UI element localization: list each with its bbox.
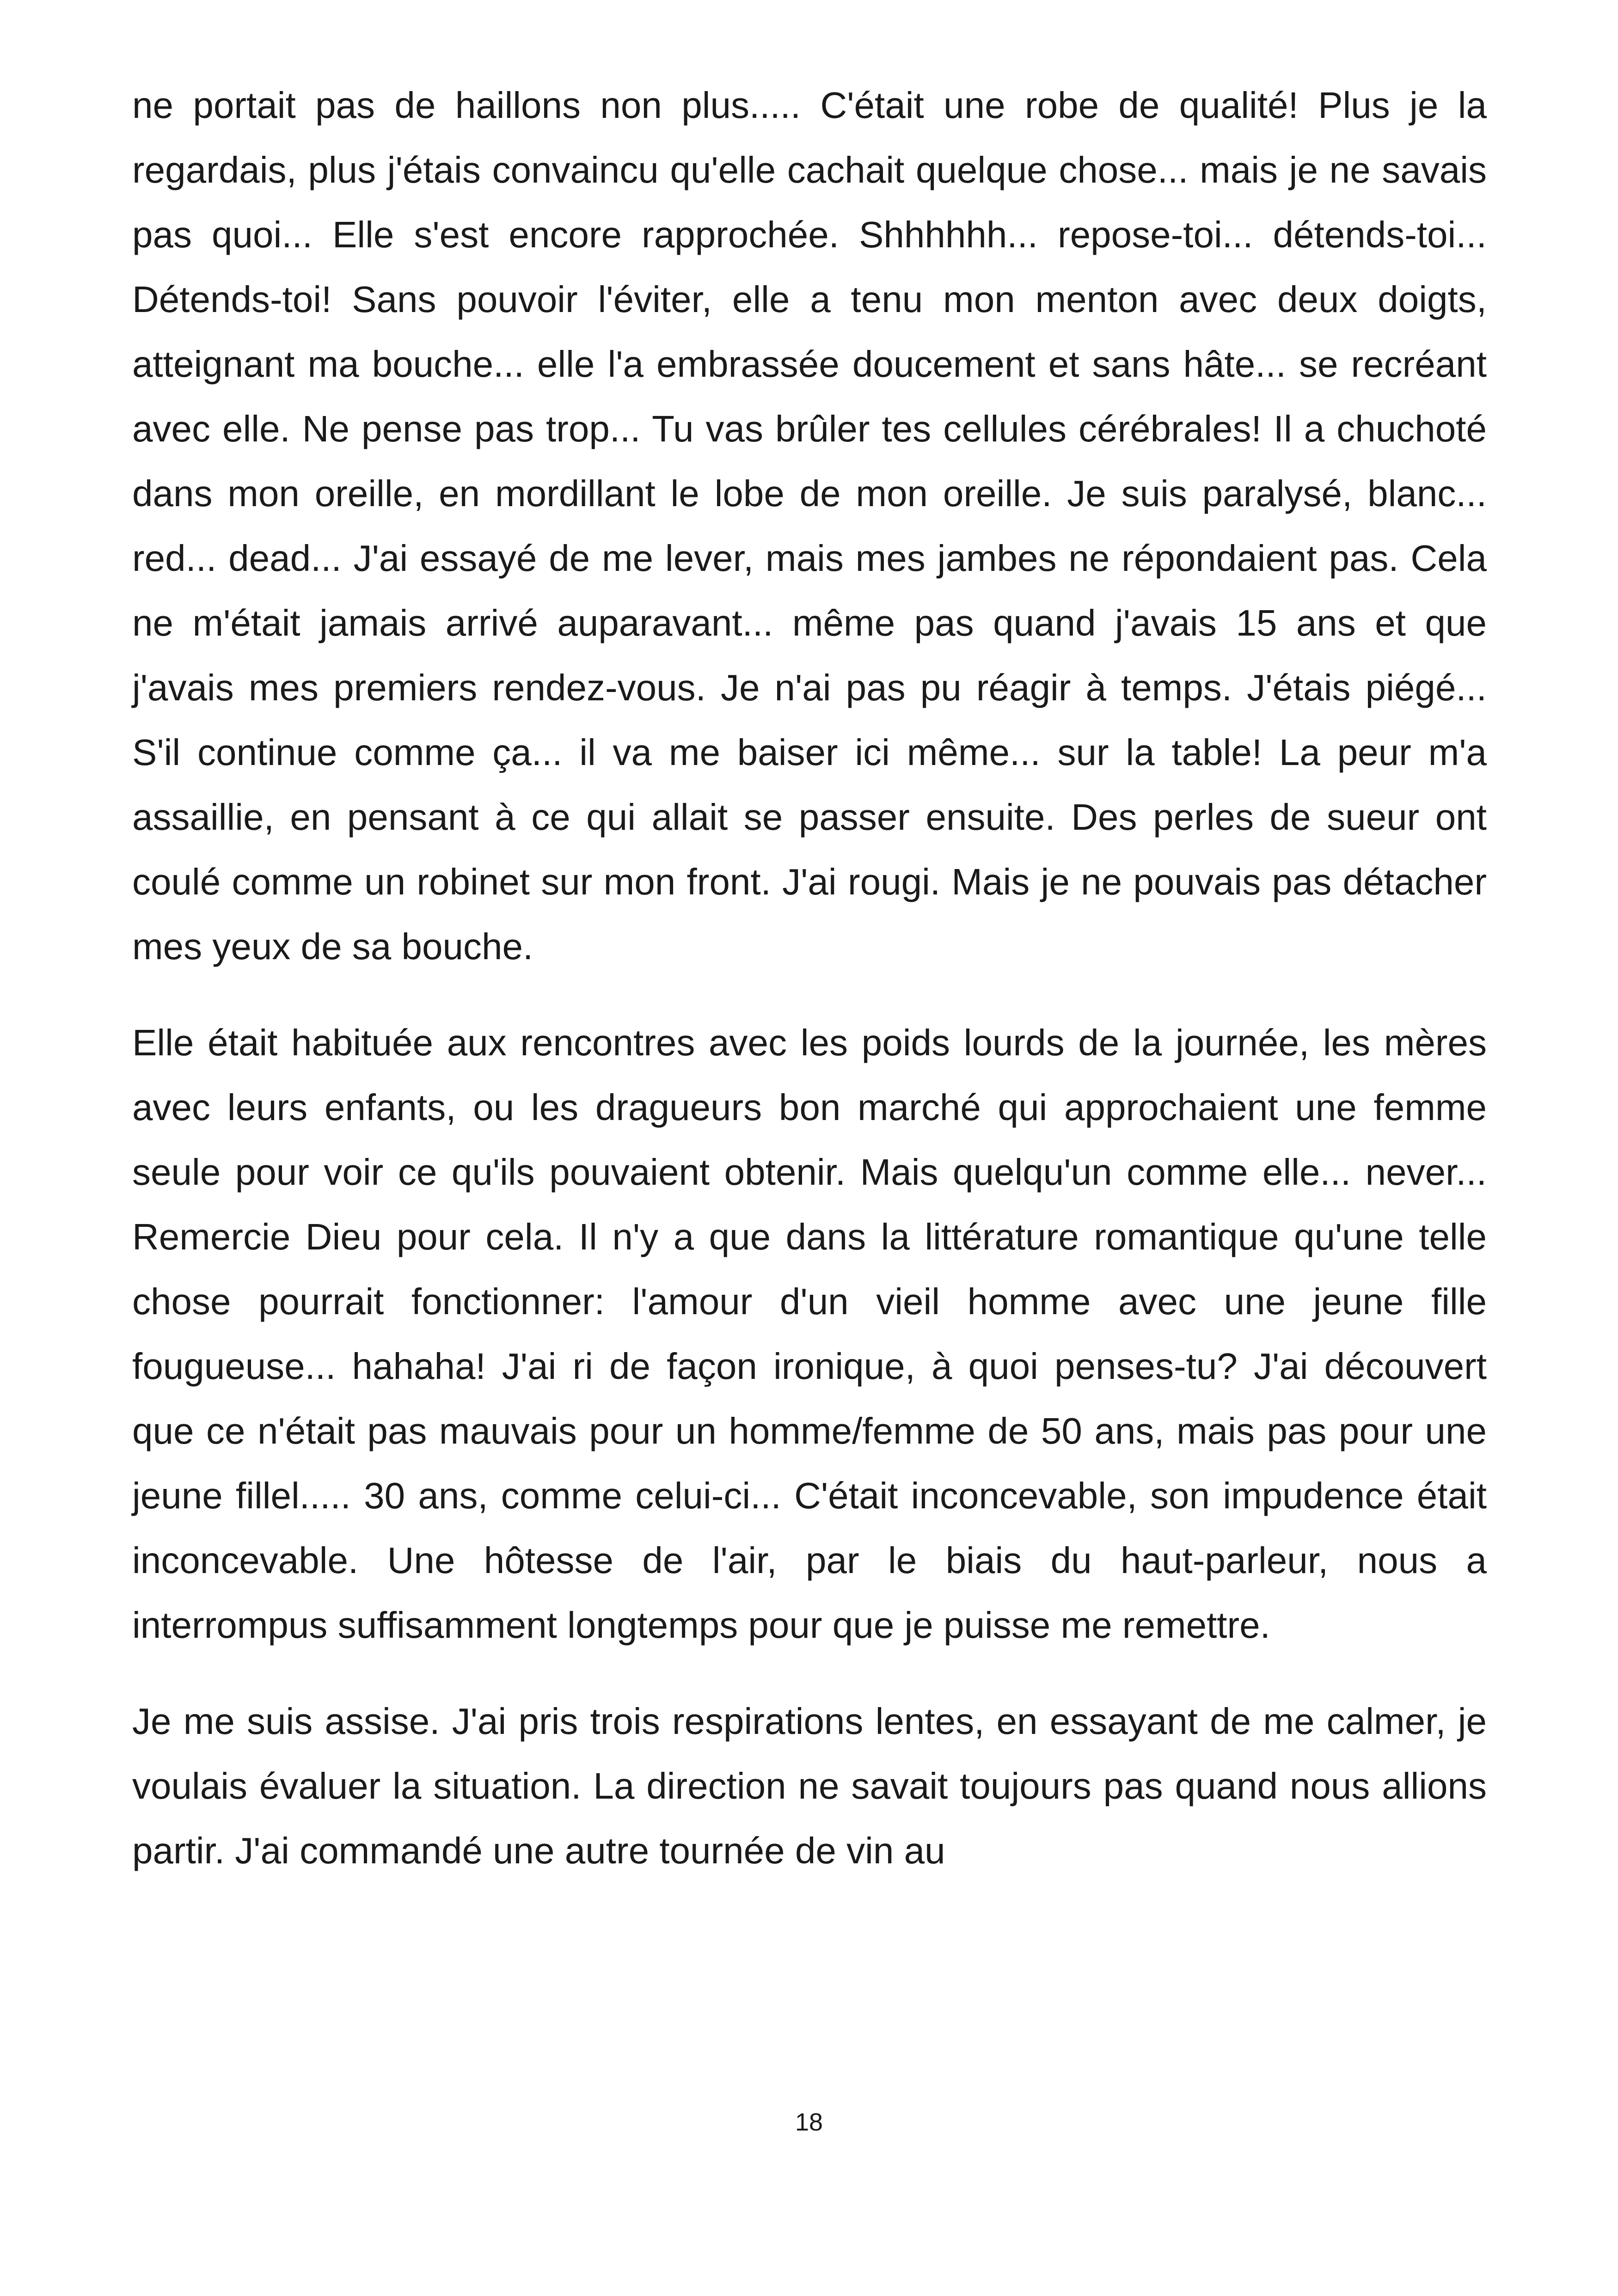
paragraph-1: ne portait pas de haillons non plus..... C'était une robe de qualité! Plus je la regardais, plus j'étais convaincu qu'elle cachait quelque chose... mais je ne savais pas quoi... Elle s'est encore rapprochée. Shhhhhh... repose-toi... détends-toi... Détends-toi! Sans pouvoir l'éviter, elle a tenu mon menton avec deux doigts, atteignant ma bouche... elle l'a embrassée doucement et sans hâte... se recréant avec elle. Ne pense pas trop... Tu vas brûler tes cellules cérébrales! Il a chuchoté dans mon oreille, en mordillant le lobe de mon oreille. Je suis paralysé, blanc... red... dead... J'ai essayé de me lever, mais mes jambes ne répondaient pas. Cela ne m'était jamais arrivé auparavant... même pas quand j'avais 15 ans et que j'avais mes premiers rendez-vous. Je n'ai pas pu réagir à temps. J'étais piégé... S'il continue comme ça... il va me baiser ici même... sur la table! La peur m'a assaillie, en pensant à ce qui allait se passer ensuite. Des perles de sueur ont coulé comme un robinet sur mon front. J'ai rougi. Mais je ne pouvais pas détacher mes yeux de sa bouche. [132, 85, 1487, 967]
page-number: 18 [795, 2108, 823, 2136]
paragraph-2: Elle était habituée aux rencontres avec les poids lourds de la journée, les mères avec leurs enfants, ou les dragueurs bon marché qui approchaient une femme seule pour voir ce qu'ils pouvaient obtenir. Mais quelqu'un comme elle... never... Remercie Dieu pour cela. Il n'y a que dans la littérature romantique qu'une telle chose pourrait fonctionner: l'amour d'un vieil homme avec une jeune fille fougueuse... hahaha! J'ai ri de façon ironique, à quoi penses-tu? J'ai découvert que ce n'était pas mauvais pour un homme/femme de 50 ans, mais pas pour une jeune fillel..... 30 ans, comme celui-ci... C'était inconcevable, son impudence était inconcevable. Une hôtesse de l'air, par le biais du haut-parleur, nous a interrompus suffisamment longtemps pour que je puisse me remettre. [132, 1022, 1487, 1646]
body-text [132, 73, 1487, 1883]
paragraph-3: Je me suis assise. J'ai pris trois respirations lentes, en essayant de me calmer, je voulais évaluer la situation. La direction ne savait toujours pas quand nous allions partir. J'ai commandé une autre tournée de vin au [132, 1701, 1487, 1871]
